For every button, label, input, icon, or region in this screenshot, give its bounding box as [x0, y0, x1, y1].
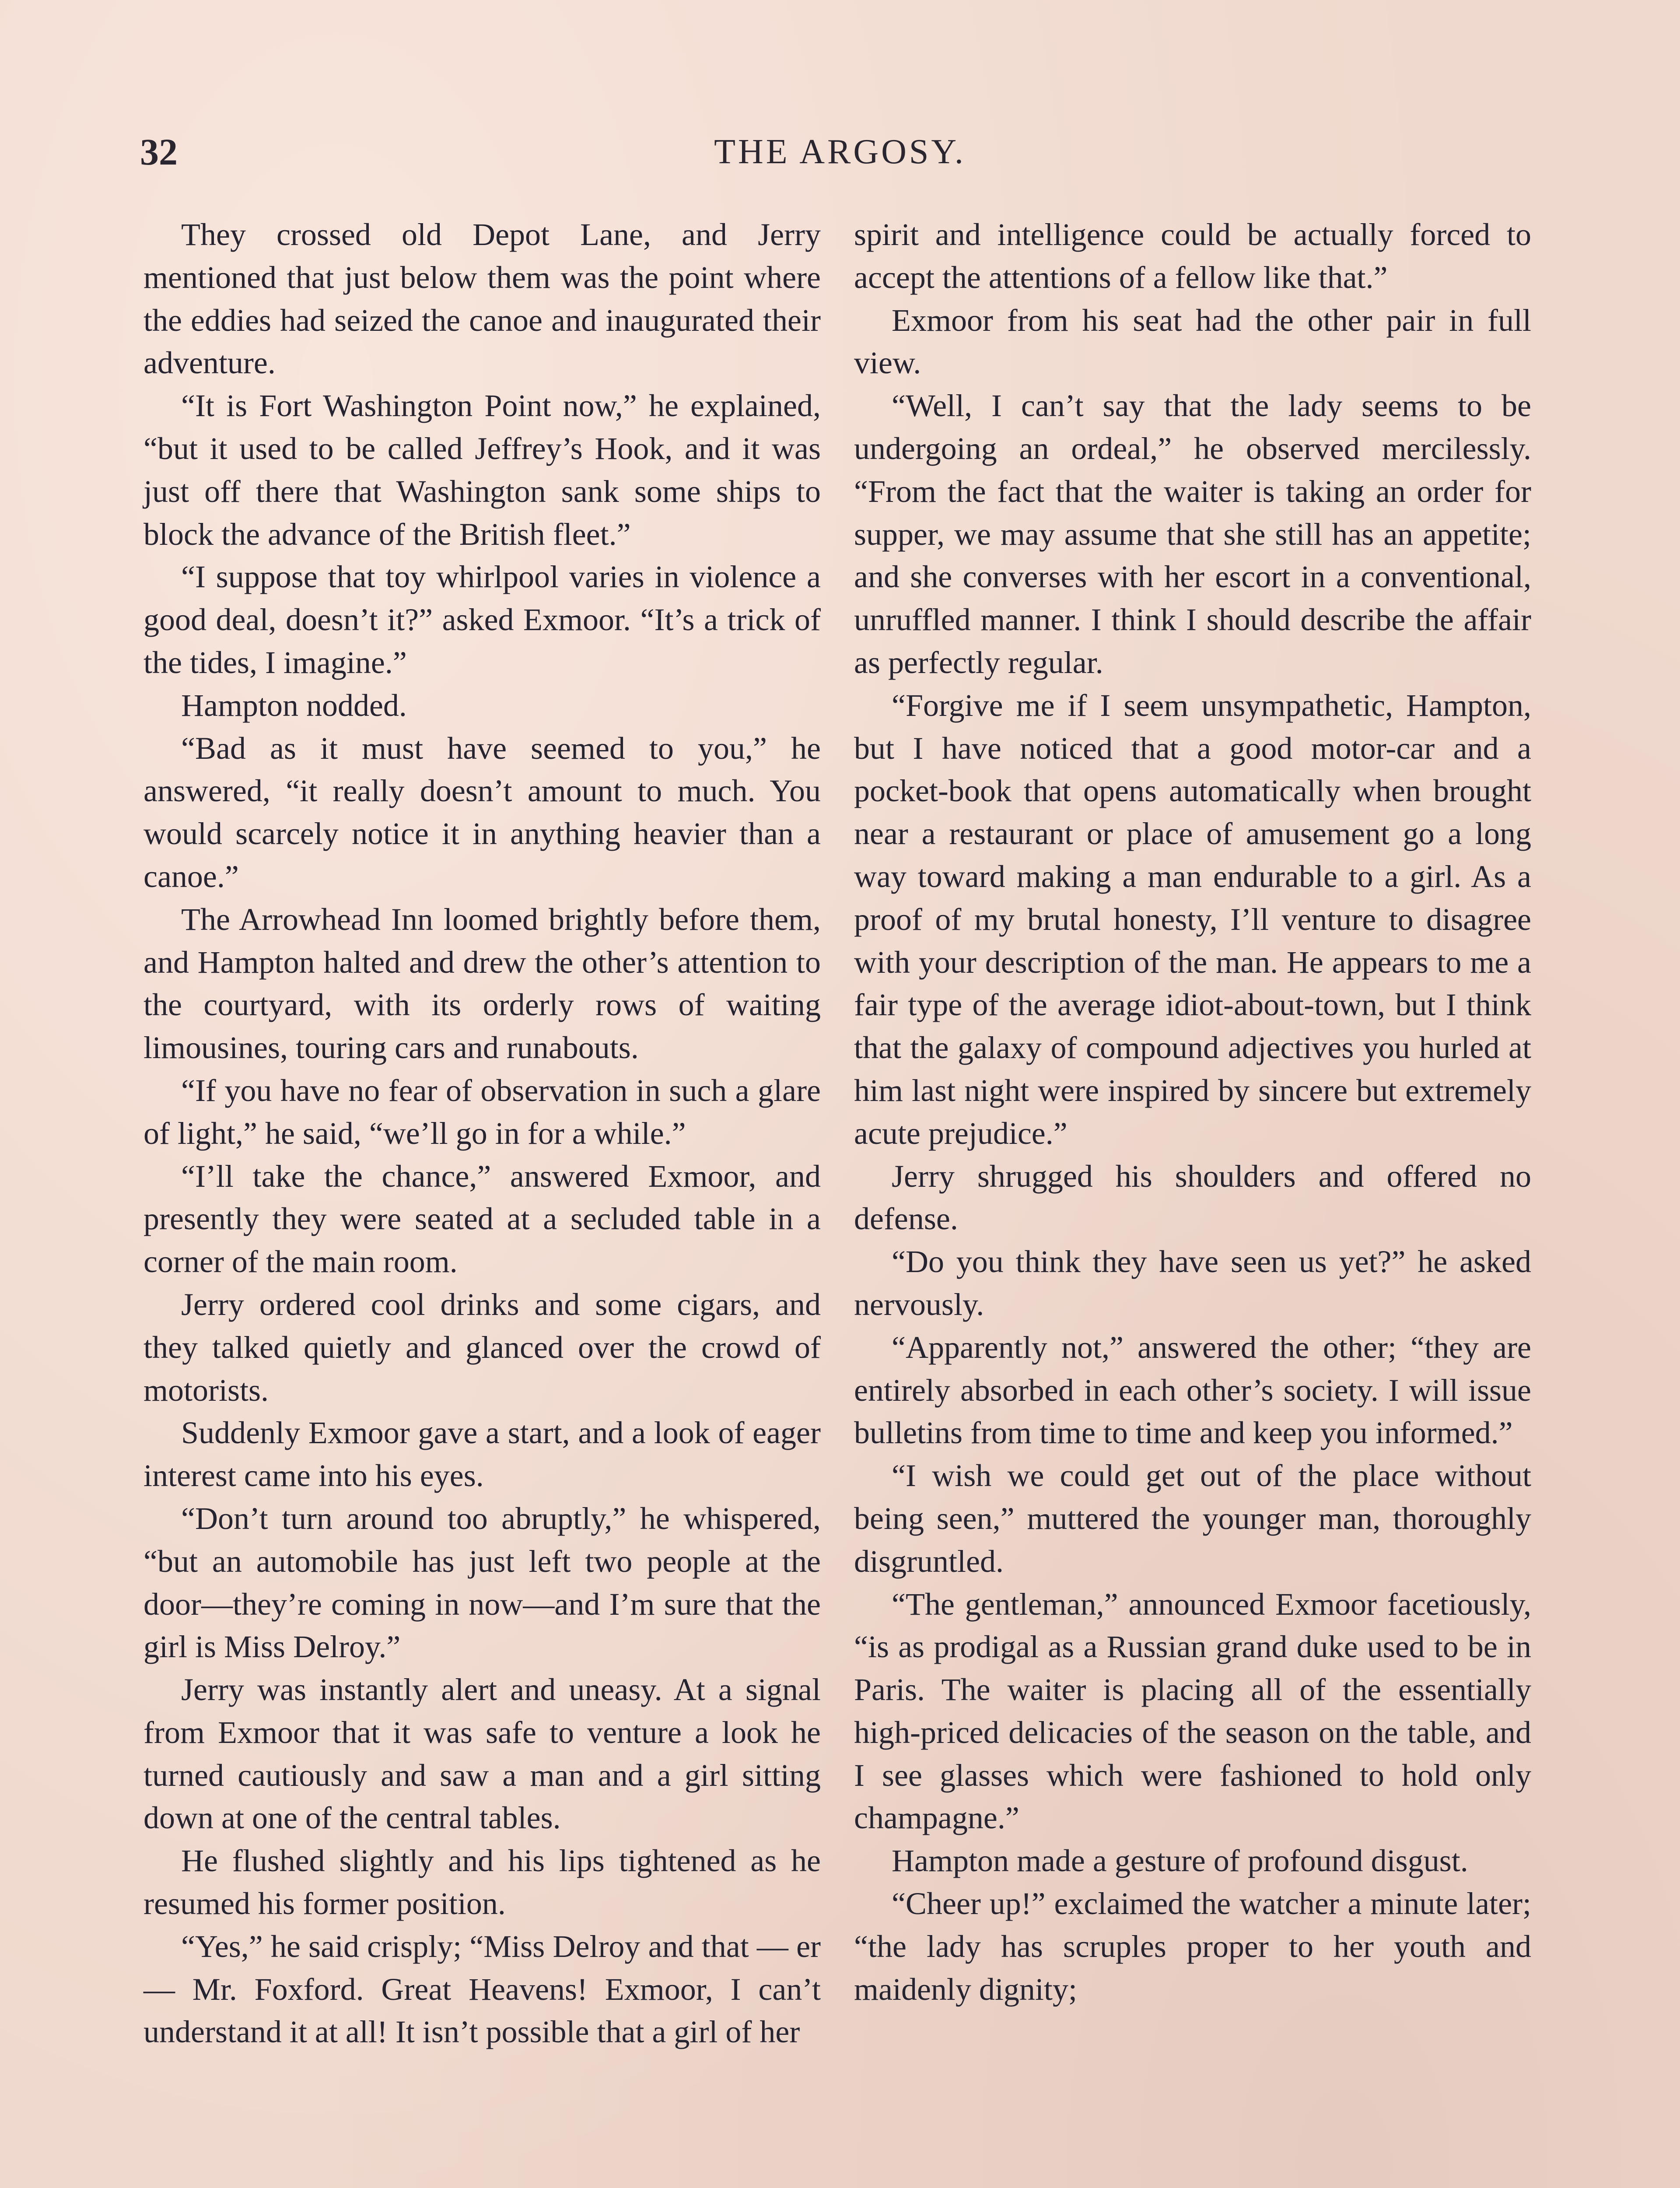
- paragraph: They crossed old Depot Lane, and Jerry mentioned that just below them was the point where the eddies had seized the canoe and inaugurated their adventure.: [144, 217, 821, 381]
- paragraph: “It is Fort Washington Point now,” he explained, “but it used to be called Jeffrey’s Hook, and it was just off there that Washington sank some ships to block the advance of the British fleet.”: [144, 388, 821, 552]
- paragraph: “Don’t turn around too abruptly,” he whispered, “but an automobile has just left two people at the door—they’re coming in now—and I’m sure that the girl is Miss Delroy.”: [144, 1501, 821, 1665]
- page-header: [140, 128, 1540, 176]
- paragraph: “Well, I can’t say that the lady seems to be undergoing an ordeal,” he observed mercilessly. “From the fact that the waiter is taking an order for supper, we may assume that she still has an appetite; and she converses with her escort in a conventional, unruffled manner. I think I should describe the affair as perfectly regular.: [854, 388, 1531, 680]
- paragraph: Suddenly Exmoor gave a start, and a look of eager interest came into his eyes.: [144, 1415, 821, 1494]
- paragraph: “I’ll take the chance,” answered Exmoor, and presently they were seated at a secluded table in a corner of the main room.: [144, 1158, 821, 1280]
- paragraph: “If you have no fear of observation in such a glare of light,” he said, “we’ll go in for a while.”: [144, 1073, 821, 1151]
- paragraph: “Apparently not,” answered the other; “they are entirely absorbed in each other’s society. I will issue bulletins from time to time and keep you informed.”: [854, 1329, 1531, 1451]
- running-title: THE ARGOSY.: [714, 133, 966, 171]
- paragraph: “Cheer up!” exclaimed the watcher a minute later; “the lady has scruples proper to her youth and maidenly dignity;: [854, 1886, 1531, 2007]
- paragraph: Jerry shrugged his shoulders and offered no defense.: [854, 1158, 1531, 1237]
- paragraph-continued: spirit and intelligence could be actually forced to accept the attentions of a fellow like that.”: [854, 217, 1531, 295]
- paragraph: Jerry was instantly alert and uneasy. At a signal from Exmoor that it was safe to venture a look he turned cautiously and saw a man and a girl sitting down at one of the central tables.: [144, 1672, 821, 1836]
- paragraph: Hampton nodded.: [181, 687, 407, 723]
- paragraph: Exmoor from his seat had the other pair in full view.: [854, 302, 1531, 381]
- paragraph: “Bad as it must have seemed to you,” he answered, “it really doesn’t amount to much. You would scarcely notice it in anything heavier than a canoe.”: [144, 730, 821, 894]
- left-column: [144, 214, 821, 2054]
- paragraph: “Forgive me if I seem unsympathetic, Hampton, but I have noticed that a good motor-car and a pocket-book that opens automatically when brought near a restaurant or place of amusement go a long way toward making a man endurable to a girl. As a proof of my brutal honesty, I’ll venture to disagree with your description of the man. He appears to me a fair type of the average idiot-about-town, but I think that the galaxy of compound adjectives you hurled at him last night were inspired by sincere but extremely acute prejudice.”: [854, 687, 1531, 1151]
- paragraph: Hampton made a gesture of profound disgust.: [892, 1843, 1468, 1879]
- paragraph: He flushed slightly and his lips tightened as he resumed his former position.: [144, 1843, 821, 1922]
- paragraph: “I wish we could get out of the place without being seen,” muttered the younger man, thoroughly disgruntled.: [854, 1458, 1531, 1579]
- paragraph: “I suppose that toy whirlpool varies in violence a good deal, doesn’t it?” asked Exmoor. “It’s a trick of the tides, I imagine.”: [144, 559, 821, 680]
- paragraph: The Arrowhead Inn loomed brightly before them, and Hampton halted and drew the other’s attention to the courtyard, with its orderly rows of waiting limousines, touring cars and runabouts.: [144, 901, 821, 1066]
- paragraph: “Yes,” he said crisply; “Miss Delroy and that — er — Mr. Foxford. Great Heavens! Exmoor, I can’t understand it at all! It isn’t possible that a girl of her: [144, 1929, 821, 2050]
- paragraph: Jerry ordered cool drinks and some cigars, and they talked quietly and glanced over the crowd of motorists.: [144, 1287, 821, 1408]
- right-column: [854, 214, 1531, 2011]
- paragraph: “Do you think they have seen us yet?” he asked nervously.: [854, 1244, 1531, 1322]
- page-number: 32: [140, 131, 178, 173]
- paragraph: “The gentleman,” announced Exmoor facetiously, “is as prodigal as a Russian grand duke used to be in Paris. The waiter is placing all of the essentially high-priced delicacies of the season on the table, and I see glasses which were fashioned to hold only champagne.”: [854, 1586, 1531, 1836]
